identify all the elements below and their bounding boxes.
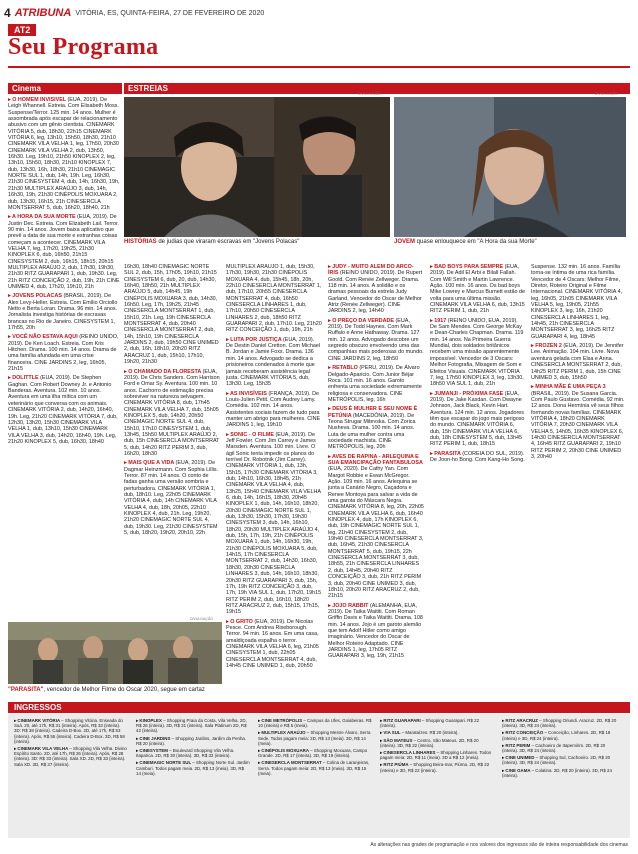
cinema-name: ▸ CINE JARDINS (136, 735, 172, 741)
cinema-price-info: – Shopping Beira-mar, Piúma. 2D, R$ 22 (inteira) e 3D, R$ 22 (inteira). (380, 762, 490, 773)
movie-listing (430, 264, 525, 315)
cinema-price-info: – Shopping Guarapari. R$ 22 (inteira). (380, 718, 480, 729)
movie-listing (8, 375, 120, 445)
movie-details: (FRANÇA, 2019). De Louis-Julien Petit. Com Audrey Lamy. Comédia. 102 min. 14 anos. Assistentes sociais fazem de tudo para manter um abrigo para mulheres. CINE JARDINS 1, leg, 19h10 (226, 390, 321, 429)
ingressos-column-5 (502, 718, 620, 836)
cinema-price-entry (380, 718, 494, 728)
cinema-price-entry (14, 718, 128, 744)
cinema-price-info: – Shopping Sul, Cachoeiro. 2D, R$ 20 (inteira). 3D, R$ 24 (inteira). (502, 755, 611, 766)
estreias-label: ESTREIAS (124, 83, 630, 94)
movie-title: ▸ A HORA DA SUA MORTE (8, 214, 78, 221)
movie-details: (ALEMANHA, EUA, 2019). De Taika Waititi. Com Roman Griffin Davis e Taika Waititi. Drama. 108 min. 14 anos. Jojo é um garoto alemão que tem Adolf Hitler como amigo imaginário. Vencedor do Oscar de Melhor Roteiro Adaptado. CINE JARDINS 1, leg, 17h05 RITZ GUARAPARI 3, leg, 19h, 21h15 (328, 602, 423, 660)
cinema-price-info: – Shopping Praia da Costa, Vila Velha. 2D, R$ 26 (inteira). 3D, R$ 31 (inteira). Sala Platinum 2D, R$ 42 (inteira). (136, 718, 247, 734)
cinema-name: ▸ CINÉPOLIS MOXUARA (258, 748, 311, 754)
movie-title: ▸ BAD BOYS PARA SEMPRE (430, 264, 505, 270)
movie-title: ▸ SONIC - O FILME (226, 431, 276, 438)
movie-listing (531, 384, 626, 460)
cinema-price-info: – Shopping Jardins, Jardim da Penha. R$ 20 (inteira). (136, 735, 247, 746)
movie-details: (EUA, 2019). De Dagmar Heinzmann. Com Sophia Lillis. Terror. 87 min. 14 anos. O conto de fadas ganha uma versão sombria e perturbadora. CINEMARK VITÓRIA 1, dub, 18h10. Leg, 22h05 CINEMARK VITÓRIA 4, dub, 14h CINEMARK VILA VELHA 4, dub, 18h, 20h05, 22h10 KINOPLEX 4, dub, 21h. Leg, 19h20, 21h20 CINEMAGIC NORTE SUL 4, dub, 19h30. Leg, 21h30 CINESYSTEM 5, dub, 18h20, 19h20, 20h10, 22h (124, 460, 219, 537)
movie-title: ▸ JUMANJI - PRÓXIMA FASE (430, 390, 505, 397)
movie-title: ▸ RETABLO (328, 365, 360, 372)
cinema-price-info: – Centro, São Mateus. 2D, R$ 20 (inteira). 3D, R$ 22 (inteira). (380, 737, 479, 748)
movie-listing (430, 391, 525, 448)
cinema-price-info: – Conceição, Linhares. 2D, R$ 18 (inteira) e 3D, R$ 24 (inteira). (502, 730, 611, 741)
movie-details: (REINO UNIDO, 2019). De Rupert Goold. Com Renée Zellweger. Drama. 118 min. 14 anos. A solidão e os dramas pessoais da estrela Judy Garland. Vencedor do Oscar de Melhor Atriz (Renée Zellweger). CINE JARDINS 2, leg, 14h40 (328, 270, 423, 315)
cinema-price-info: – Boulevard Shopping Vila Velha. Itaparica. 2D, R$ 30 (inteira). 3D, R$ 33 (inteira). (136, 748, 235, 759)
cinema-price-info: – Campus da Ufes, Goiabeiras. R$ 10 (inteira) e R$ 5 (meia). (258, 718, 372, 729)
cinema-price-entry (502, 768, 620, 778)
movie-title: ▸ DEUS É MULHER E SEU NOME É PETÚNIA (328, 406, 418, 419)
movie-listing (8, 97, 120, 211)
movie-title: ▸ FROZEN 2 (531, 343, 564, 350)
cinema-price-info: – Shopping Norte Sul. Jardim Camburi. Todos pagam meia. 2D, R$ 13 (meia). 3D, R$ 14 (meia). (136, 760, 250, 776)
ingressos-column-3 (258, 718, 372, 836)
cinema-name: ▸ RITZ PIÚMA (380, 762, 410, 768)
movie-listing (226, 264, 322, 334)
cinema-price-entry (502, 718, 620, 728)
cinema-price-entry (258, 730, 372, 746)
ingressos-column-2 (136, 718, 250, 836)
movie-details: (EUA, 2019). De Adil El Arbi e Bilall Fallah. Com Will Smith e Martin Lawrence. Ação. 100 min. 16 anos. Os bad boys Mike Lowrey e Marcus Burnett estão de volta para uma última missão. CINEMARK VILA VELHA 6, dub, 13h15 RITZ PERIM 1, dub, 21h (430, 264, 525, 315)
photo-hora-da-sua-morte (394, 97, 626, 237)
movie-listing (531, 343, 626, 381)
movie-details: (EUA, 2019). De Jennifer Lee. Animação. 104 min. Livre. Nova aventura gelada com Elsa e Anna. CINESERCLA MONTSERRAT 2, dub, 14h25 RITZ PERIM 1, dub, 15h CINE UNIMED 3, dub, 15h50 (531, 343, 624, 381)
cinema-price-info: – Colatina. 2D, R$ 20 (inteira). 3D, R$ 24 (inteira). (502, 767, 612, 778)
cinema-price-info: – Shopping Oriundi. Aracruz. 2D, R$ 20 (inteira). 3D, R$ 24 (inteira). (502, 718, 617, 729)
cinema-price-entry (502, 743, 620, 753)
movie-details: 16h30, 18h40 CINEMAGIC NORTE SUL 2, dub, 15h, 17h05, 19h10, 21h15 CINESYSTEM 6, dub, 20, dub, 14h30, 16h40, 18h50, 21h MULTIPLEX ARAÚJO 5, dub, 14h45, 19h CINÉPOLIS MOXUARA 3, dub, 14h30, 16h50. Leg, 17h, 19h25, 21h45 CINESERCLA MONTSERRAT 1, dub, 15h10, 21h. Leg, 19h CINESERCLA MONTSERRAT 4, dub, 20h40 CINESERCLA MONTSERRAT 2, dub, 14h, 15h10, 19h CINESERCLA JARDINS 2, dub, 19h50 CINE UNIMED 2, dub, 16h, 18h10, 20h20 RITZ ARACRUZ 1, dub, 15h10, 17h10, 19h20, 21h30 (124, 264, 219, 366)
section-badge: AT2 (8, 24, 36, 36)
movie-details: (EUA, 2019). De Jake Kasdan. Com Dwayne Johnson, Jack Black, Kevin Hart. Aventura. 124 min. 12 anos. Jogadores têm que escapar do jogo mais perigoso do mundo. CINEMARK VITÓRIA 6, dub, 15h CINEMARK VILA VELHA 6, dub, 18h CINESYSTEM 5, dub, 13h45 RITZ PERIM 1, dub, 18h15 (430, 390, 525, 448)
movie-details: (EUA, 2019). De Stephen Gaghan. Com Robert Downey Jr. e Antonio Banderas. Aventura. 102 min. 10 anos. Aventura em uma ilha mítica com um veterinário que conversa com os animais. CINEMARK VITÓRIA 2, dub, 14h20, 16h40, 19h. Leg, 21h20 CINEMARK VITÓRIA 7, dub, 12h30, 13h20, 15h30 CINEMARK VILA VELHA 1, dub, 13h10, 15h30 CINEMARK VILA VELHA 3, dub, 14h20, 16h40, 19h. Leg, 21h20 KINOPLEX 5, dub, 16h30, 18h40 (8, 375, 118, 445)
cinema-name: ▸ CINEMAGIC NORTE SUL (136, 760, 193, 766)
photo-credit-2: DIVULGAÇÃO (595, 92, 618, 96)
page-number: 4 (4, 6, 11, 20)
movie-details: (BRASIL, 2019). De Susana Garcia. Com Paulo Gustavo. Comédia. 92 min. 12 anos. Dona Hermínia vê seus filhos formando novas famílias. CINEMARK VITÓRIA 4, 18h20 CINEMARK VITÓRIA 7, 20h30 CINEMARK VILA VELHA 5, 14h05, 16h35 KINOPLEX 6, 14h30 CINESERCLA MONTSERRAT 4, 16h45 RITZ GUARAPARI 2, 19h10 RITZ PERIM 2, 20h30 CINE UNIMED 3, 20h40 (531, 390, 625, 460)
cinema-price-entry (14, 746, 128, 767)
movie-title: ▸ MINHA MÃE É UMA PEÇA 3 (531, 384, 606, 391)
movie-details: (MACEDÔNIA, 2019). De Teona Strugar Mitevska. Com Zorica Nusheva. Drama. 100 min. 14 anos. Luta de uma mulher contra uma sociedade machista. CINE METRÓPOLIS, leg, 20h (328, 412, 416, 451)
movie-title: ▸ VOCÊ NÃO ESTAVA AQUI (8, 334, 80, 341)
cinema-name: ▸ RITZ PERIM (502, 742, 532, 748)
cinema-price-entry (258, 760, 372, 776)
cinema-name: ▸ CINESERCLA MONTSERRAT (258, 760, 323, 766)
cinema-price-info: – Shopping Moxuara, Campo Grande. 2D, R$ 17 (inteira). 3D, R$ 19 (inteira). (258, 748, 368, 759)
showtimes-column-2 (124, 264, 220, 616)
movie-details: (EUA, 2019). De Jeff Fowler. Com Jim Carrey e James Marsden. Aventura. 100 min. Livre. O ágil Sonic tenta impedir os planos do terrível Dr. Robotnik (Jim Carrey). CINEMARK VITÓRIA 1, dub, 13h, 15h15, 17h30 CINEMARK VITÓRIA 3, dub, 14h10, 16h30, 18h45, 21h CINEMARK VILA VELHA 4, dub, 13h25, 15h40 CINEMARK VILA VELHA 6, dub, 14h, 16h15, 18h30, 20h45 KINOPLEX 1, dub, 14h, 16h10, 18h20, 20h30 CINEMAGIC NORTE SUL 1, dub, 13h30, 15h30, 17h30, 19h30 CINESYSTEM 3, dub, 14h, 16h10, 18h20, 20h30 MULTIPLEX ARAÚJO 4, dub, 15h, 17h, 19h, 21h CINÉPOLIS MOXUARA 1, dub, 14h, 16h30, 19h, 21h30 CINÉPOLIS MOXUARA 5, dub, 14h15, 17h CINESERCLA MONTSERRAT 2, dub, 14h30, 16h30, 18h30, 20h30 CINESERCLA LINHARES 3, dub, 14h, 16h10, 18h30, 20h30 RITZ GUARAPARI 3, dub, 15h, 17h, 19h RITZ CONCEIÇÃO 3, dub, 17h, 19h VIA SUL 1, dub, 17h20, 19h15 RITZ PERIM 2, dub, 16h10, 18h20 RITZ ARACRUZ 2, dub, 15h15, 17h15, 19h15 (226, 431, 322, 616)
movie-listing (328, 603, 424, 660)
newspaper-brand: ATRIBUNA (14, 7, 72, 19)
movie-details: (EUA, 2019). De Leigh Whannell. Estreia. Com Elisabeth Moss. Suspense/Terror. 125 min. 14 anos. Mulher é assombrada após escapar de relacionamento abusivo com um gênio cientista. CINEMARK VITÓRIA 5, dub, 18h30, 22h15 CINEMARK VITÓRIA 6, leg, 13h10, 15h50, 18h30, 21h10 CINEMARK VILA VELHA 1, leg, 17h50, 20h30 CINEMARK VILA VELHA 2, dub, 13h50, 16h30. Leg, 19h10, 21h50 KINOPLEX 2, leg, 13h10, 15h50, 18h30, 21h10 KINOPLEX 7, dub, 13h30, 16h, 18h30, 21h10 CINEMAGIC NORTE SUL 1, dub, 14h, 19h. Leg, 16h30, 21h30 CINESYSTEM 4, dub, 14h, 16h30, 19h, 21h30 MULTIPLEX ARAÚJO 3, dub, 14h, 16h30, 19h, 21h30 CINÉPOLIS MOXUARA 2, dub, 13h30, 16h15, 21h CINESERCLA MONTSERRAT 5, dub, 16h20, 18h40, 21h (8, 97, 120, 211)
showtimes-column-right (430, 264, 626, 696)
cinema-price-entry (380, 738, 494, 748)
movie-title: ▸ JUDY - MUITO ALÉM DO ARCO-ÍRIS (328, 264, 414, 277)
cinema-price-info: – Colina de Laranjeiras, Serra. Todos pagam meia: 2D, R$ 13 (meia). 3D, R$ 15 (meia). (258, 760, 370, 776)
cinema-name: ▸ CINESERCLA LINHARES (380, 750, 437, 756)
movie-details: (REINO UNIDO, 2019). De Ken Loach. Estreia. Com Kris Hitchen. Drama. 100 min. 14 anos. Drama de uma família afundada em uma crise financeira. CINE JARDINS 2, leg, 16h05, 21h15 (8, 334, 119, 373)
cinema-price-entry (136, 718, 250, 734)
cinema-price-entry (380, 730, 494, 735)
cinema-price-info: – Marataízes. R$ 20 (inteira). (401, 730, 459, 736)
movie-title: ▸ MAIS QUE A VIDA (124, 460, 176, 467)
movie-listing (124, 369, 220, 458)
movie-title: ▸ PARASITA (430, 450, 463, 457)
cinema-price-entry (136, 748, 250, 758)
cinema-price-entry (380, 750, 494, 760)
cinema-name: ▸ RITZ GUARAPARI (380, 718, 422, 723)
cinema-name: ▸ CINEMARK VITÓRIA (14, 718, 62, 723)
movie-title: ▸ JOVENS POLACAS (8, 293, 64, 300)
page-date: VITÓRIA, ES, QUINTA-FEIRA, 27 DE FEVEREIRO DE 2020 (75, 9, 265, 17)
cinema-name: ▸ MULTIPLEX ARAÚJO (258, 730, 307, 736)
ingressos-label: INGRESSOS (8, 702, 630, 713)
movie-details: (EUA, 2019). De Chris Sanders. Com Harrison Ford e Omar Sy. Aventura. 100 min. 10 anos. Cachorro de estimação precisa sobreviver na natureza selvagem. CINEMARK VITÓRIA 8, dub, 17h45 CINEMARK VILA VELHA 7, dub, 15h05 KINOPLEX 5, dub, 14h20, 20h50 CINEMAGIC NORTE SUL 4, dub, 15h10, 17h10 CINESYSTEM 1, dub, 13h45, 15h50 MULTIPLEX ARAÚJO 2, dub, 15h CINESERCLA MONTSERRAT 5, dub, 14h20 RITZ PERIM 3, dub, 16h20, 18h30 (124, 368, 220, 457)
movie-title: ▸ AVES DE RAPINA - ARLEQUINA E SUA EMANCIPAÇÃO FANTABULOSA (328, 453, 423, 466)
photo-credit-3: DIVULGAÇÃO (190, 617, 213, 621)
cinema-name: ▸ CINE UNIMED (502, 755, 536, 761)
caption-hora-da-sua-morte: JOVEM quase enlouquece em "A Hora da sua Morte" (394, 239, 537, 245)
movie-title: ▸ LUTA POR JUSTIÇA (226, 336, 284, 343)
movie-details: (COREIA DO SUL, 2019). De Joon-ho Bong. Com Kang-Ho Song. Suspense. 132 min. 16 anos. Família torna-se íntima de uma rica família. Vencedor de 4 Oscars: Melhor Filme, Diretor, Roteiro Original e Filme Internacional. CINEMARK VITÓRIA 4, leg, 16h05, 21h05 CINEMARK VILA VELHA 5, leg, 19h05, 21h55 KINOPLEX 3, leg, 16h, 21h20 CINESERCLA LINHARES 1, leg, 14h45, 21h CINESERCLA MONTSERRAT 3, leg, 16h25 RITZ GUARAPARI 4, leg, 18h45 (430, 264, 623, 463)
movie-listing (124, 264, 220, 366)
cinema-name: ▸ KINOPLEX (136, 718, 164, 723)
movie-listing (8, 214, 120, 290)
movie-listing (226, 337, 322, 388)
cinema-price-entry (136, 760, 250, 776)
movie-listing (430, 318, 525, 388)
movie-details: (EUA, 2019). De Justin Dec. Estreia. Com Elizabeth Lail. Terror. 90 min. 14 anos. Jovem baixa aplicativo que prevê a data de sua morte e estranhas coisas começam a acontecer. CINEMARK VILA VELHA 7, leg, 17h20, 19h25, 21h30 KINOPLEX 6, dub, 16h50, 21h15 CINESYSTEM 2, dub, 16h15, 18h15, 20h15 MULTIPLEX ARAÚJO 2, dub, 17h30, 19h30, 21h30 RITZ GUARAPARI 1, dub, 19h30. Leg, 21h RITZ CONCEIÇÃO 2, dub, 19h, 21h CINE UNIMED 4, dub, 17h20, 19h10, 21h (8, 214, 120, 290)
movie-title: ▸ DOLITTLE (8, 375, 41, 382)
cinema-price-entry (258, 748, 372, 758)
movie-title: ▸ AS INVISÍVEIS (226, 390, 269, 397)
cinema-price-info: – Cachoeiro de Itapemirim. 2D, R$ 20 (inteira). 3D, R$ 24 (inteira). (502, 742, 606, 754)
cinema-name: ▸ RITZ CONCEIÇÃO (502, 730, 545, 736)
showtimes-column-left (8, 97, 120, 699)
cinema-price-info: – Shopping Mestre Álvaro, Serra Sede. Todos pagam meia: 2D, R$ 13 (meia). 3D, R$ 14 (meia). (258, 730, 371, 746)
ingressos-column-1 (14, 718, 128, 836)
movie-listing (328, 318, 424, 362)
showtimes-column-3 (226, 264, 322, 696)
movie-title: ▸ O PREÇO DA VERDADE (328, 317, 396, 324)
movie-details: (EUA, 2019). De Nicolas Pesce. Com Andrea Riseborough. Terror. 94 min. 16 anos. Em uma casa, amaldiçoada espalha o terror. CINEMARK VILA VELHA 6, leg, 21h05 CINESYSTEM 1, dub, 22h05 CINESERCLA MONTSERRAT 4, dub, 14h45 CINE UNIMED 1, dub, 20h50 (226, 618, 319, 669)
showtimes-column-4 (328, 264, 424, 696)
movie-details: (EUA, 2019). De Destin Daniel Cretton. Com Michael B. Jordan e Jamie Foxx. Drama. 136 min. 14 anos. Advogado se dedica a prisioneiros condenados à morte que jamais receberam assistência legal justa. CINEMARK VITÓRIA 5, dub, 13h30. Leg, 15h35 (226, 336, 321, 388)
movie-listing (226, 619, 322, 670)
cinema-name: ▸ CINESYSTEM (136, 748, 170, 754)
footer-note: As alterações nas grades de programação e nos valores dos ingressos são de inteira responsabilidade dos cinemas (370, 842, 628, 848)
cinema-name: ▸ CINE METRÓPOLIS (258, 718, 304, 723)
movie-details: MULTIPLEX ARAÚJO 1, dub, 15h30, 17h30, 19h30, 21h30 CINÉPOLIS MOXUARA 4, dub, 15h45, 18h, 20h, 22h10 CINESERCLA MONTSERRAT 1, dub, 17h10, 20h55 CINESERCLA MONTSERRAT 4, dub, 16h50 CINESERCLA LINHARES 1, dub, 17h10, 20h50 CINESERCLA LINHARES 2, dub, 18h50 RITZ GUARAPARI 2, dub, 17h10. Leg, 21h20 RITZ CONCEIÇÃO 1, dub, 19h, 21h (226, 264, 322, 334)
movie-listing (328, 365, 424, 403)
movie-title: ▸ 1917 (430, 317, 448, 324)
movie-title: ▸ JOJO RABBIT (328, 602, 370, 609)
movie-details: (REINO UNIDO, EUA, 2019). De Sam Mendes. Com George McKay e Dean-Charles Chapman. Drama. 119 min. 14 anos. Na Primeira Guerra Mundial, dois soldados britânicos recebem uma missão aparentemente impossível. Vencedor de 3 Oscars: Melhor Fotografia, Mixagem de Som e Efeitos Visuais. CINEMARK VITÓRIA 7, leg, 17h50 KINOPLEX 3, leg, 13h30, 18h50 VIA SUL 1, dub, 21h (430, 317, 524, 388)
cinema-name: ▸ CINEMARK VILA VELHA (14, 746, 70, 752)
movie-details: (PERU, 2019). De Álvaro Delgado-Aparicio. Com Junior Béjar Roca. 101 min. 16 anos. Garoto enfrenta uma sociedade extremamente religiosa e conservadora. CINE METRÓPOLIS, leg, 16h (328, 365, 422, 403)
cinema-name: ▸ RITZ ARACRUZ (502, 718, 540, 723)
movie-title: ▸ O CHAMADO DA FLORESTA (124, 368, 203, 375)
cinema-price-entry (136, 736, 250, 746)
movie-listing (328, 406, 424, 450)
cinema-name: ▸ CINE GAMA (502, 767, 532, 773)
ingressos-column-4 (380, 718, 494, 836)
photo-parasita (8, 622, 222, 684)
movie-title: ▸ O GRITO (226, 618, 255, 625)
page-title: Seu Programa (8, 34, 159, 60)
cinema-price-entry (258, 718, 372, 728)
title-divider (8, 66, 630, 68)
cinema-price-info: – Shopping Vila Velha. Divino Espírito Santo. 2D, até 17h, R$ 26 (inteira). Após, R$ 28 (inteira). 3D: R$ 33 (inteira). Sala XD. 2D, R$ 33 (inteira). Sala XD. 3D, R$ 37 (inteira). (14, 746, 127, 767)
movie-details: (EUA, 2020). De Cathy Yan. Com Margot Robbie e Ewan McGregor. Ação. 109 min. 16 anos. Arlequina se junta a Canário Negro, Caçadora e Renee Montoya para salvar a vida de uma garota do Máscara Negra. CINEMARK VITÓRIA 8, leg, 20h, 22h05 CINEMARK VILA VELHA 6, dub, 16h40 KINOPLEX 4, dub, 17h KINOPLEX 6, dub, 19h CINEMAGIC NORTE SUL 1, leg, 21h40 CINESYSTEM 2, dub, 19h40 CINESERCLA MONTSERRAT 3, dub, 16h45, 21h30 CINESERCLA MONTSERRAT 5, dub, 19h15, 22h CINESERCLA MONTSERRAT 3, dub, 18h55, 21h CINESERCLA LINHARES 2, dub, 14h45, 20h40 RITZ CONCEIÇÃO 3, dub, 21h RITZ PERIM 3, dub, 20h40 CINE UNIMED 3, dub, 18h10, 20h20 RITZ ARACRUZ 2, dub, 21h15 (328, 466, 424, 600)
movie-listing (328, 454, 424, 600)
cinema-price-entry (380, 762, 494, 772)
movie-listing (328, 264, 424, 315)
cinema-price-entry (502, 730, 620, 740)
movie-listing (124, 460, 220, 536)
page-header (4, 4, 634, 22)
cinema-price-info: – Shopping Vitória. Enseada do Suá. 20, até 17h, R$ 31 (inteira). Após, R$ 33 (inteira). 3D: R$ 38 (inteira). Cadeira D-Box. 2D, até 17h, R$ 53 (inteira). Após, R$ 55 (inteira). Cadeira D-Box. 3D, R$ 58 (inteira). (14, 718, 125, 744)
photo-jovens-polacas (124, 97, 390, 237)
movie-details: (BRASIL, 2019). De Alex Levy-Heller. Estreia. Com Emílio Orciollo Netto e Berta Loran. Drama. 96 min. 14 anos. Jornalista investiga histórias de escravas brancas no Rio de Janeiro. CINESYSTEM 1, 17h55, 20h (8, 293, 118, 332)
photo-credit: DIVULGAÇÃO (358, 92, 381, 96)
cinema-price-info: – Shopping Linhares. Todos pagam meia: 2D, R$ 11 (meia). 3D a R$ 12 (meia). (380, 750, 492, 761)
cinema-label: Cinema (8, 83, 122, 94)
movie-listing (226, 391, 322, 429)
movie-listing (226, 432, 322, 616)
caption-parasita: "PARASITA", vencedor de Melhor Filme do Oscar 2020, segue em cartaz (8, 687, 205, 693)
movie-listing (8, 334, 120, 372)
movie-details: (EUA, 2019). De Todd Haynes. Com Mark Ruffalo e Anne Hathaway. Drama. 127 min. 12 anos. Advogado descobre um segredo obscuro envolvendo uma das companhias mais poderosas do mundo. CINE JARDINS 2, leg, 18h50 (328, 317, 424, 362)
cinema-price-entry (502, 755, 620, 765)
caption-jovens-polacas: HISTÓRIAS de judias que viraram escravas em "Jovens Polacas" (124, 239, 300, 245)
cinema-name: ▸ VIA SUL (380, 730, 402, 736)
cinema-name: ▸ SÃO MATEUS (380, 737, 414, 743)
movie-title: ▸ O HOMEM INVISÍVEL (8, 97, 68, 103)
movie-listing (8, 293, 120, 331)
